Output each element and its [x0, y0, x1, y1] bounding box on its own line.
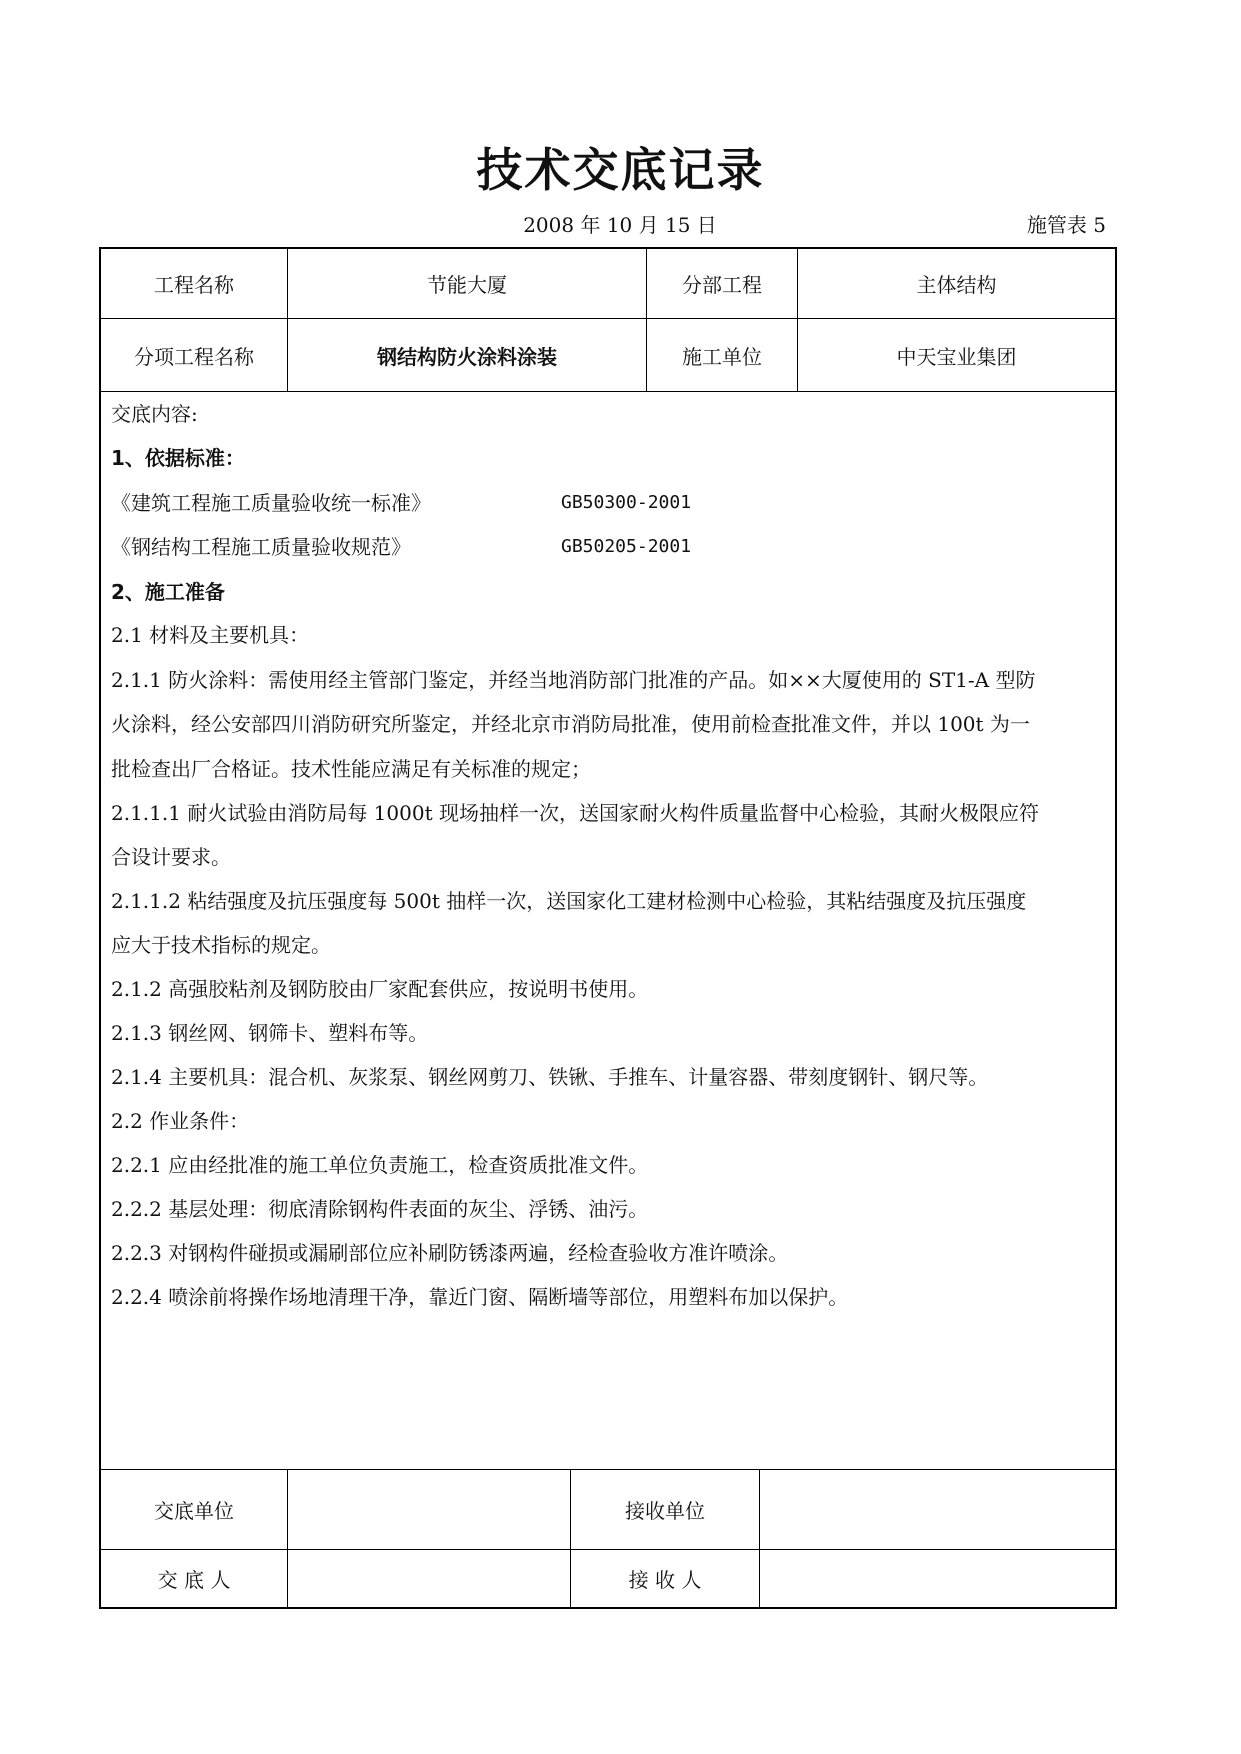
contractor-value: 中天宝业集团 — [896, 344, 1017, 369]
content-line: 2.1 材料及主要机具： — [111, 623, 310, 647]
content-line: 合设计要求。 — [111, 845, 231, 869]
receiver-unit-field[interactable] — [760, 1470, 1115, 1549]
receiver-person-field[interactable] — [760, 1550, 1115, 1607]
project-name-label: 工程名称 — [101, 249, 288, 318]
standard-code: GB50205-2001 — [561, 536, 692, 557]
content-line: 2.1.2 高强胶粘剂及钢防胶由厂家配套供应，按说明书使用。 — [111, 977, 649, 1001]
subitem-label: 分项工程名称 — [101, 319, 288, 391]
record-date: 2008 年 10 月 15 日 — [523, 213, 717, 237]
content-line: 2.2.2 基层处理：彻底清除钢构件表面的灰尘、浮锈、油污。 — [111, 1197, 649, 1221]
handover-content — [111, 392, 1101, 1469]
content-line: 2.2 作业条件： — [111, 1109, 250, 1133]
form-number: 施管表 5 — [1026, 213, 1106, 237]
signoff-row-persons — [101, 1550, 1115, 1607]
section-heading-standards: 1、依据标准： — [111, 446, 245, 470]
handover-person-field[interactable] — [288, 1550, 571, 1607]
section-heading-preparation: 2、施工准备 — [111, 580, 225, 604]
receiver-unit-label: 接收单位 — [571, 1470, 760, 1549]
subitem-value: 钢结构防火涂料涂装 — [288, 319, 647, 391]
contractor-label: 施工单位 — [647, 319, 798, 391]
info-row-subitem — [101, 319, 1115, 392]
signoff-row-units — [101, 1469, 1115, 1550]
content-intro: 交底内容: — [111, 402, 198, 426]
content-line: 2.2.3 对钢构件碰损或漏刷部位应补刷防锈漆两遍，经检查验收方准许喷涂。 — [111, 1241, 789, 1265]
project-name-value: 节能大厦 — [288, 249, 647, 318]
content-line: 2.1.1 防火涂料：需使用经主管部门鉴定，并经当地消防部门批准的产品。如××大厦使用的 ST1-A 型防 — [111, 668, 1036, 692]
handover-unit-label: 交底单位 — [101, 1470, 288, 1549]
content-line: 2.2.1 应由经批准的施工单位负责施工，检查资质批准文件。 — [111, 1153, 649, 1177]
content-line: 2.1.3 钢丝网、钢筛卡、塑料布等。 — [111, 1021, 429, 1045]
handover-person-label: 交 底 人 — [101, 1550, 288, 1607]
content-line: 2.1.1.2 粘结强度及抗压强度每 500t 抽样一次，送国家化工建材检测中心检验，其粘结强度及抗压强度 — [111, 889, 1027, 913]
standard-code: GB50300-2001 — [561, 492, 692, 513]
standard-name: 《钢结构工程施工质量验收规范》 — [111, 535, 411, 559]
division-label: 分部工程 — [647, 249, 798, 318]
info-row-project — [101, 249, 1115, 319]
standard-item — [111, 489, 1101, 517]
content-line: 批检查出厂合格证。技术性能应满足有关标准的规定； — [111, 757, 591, 781]
content-line: 2.1.4 主要机具：混合机、灰浆泵、钢丝网剪刀、铁锹、手推车、计量容器、带刻度钢针、钢尺等。 — [111, 1065, 989, 1089]
division-value: 主体结构 — [916, 273, 997, 297]
handover-unit-field[interactable] — [288, 1470, 571, 1549]
standard-item — [111, 533, 1101, 561]
content-line: 应大于技术指标的规定。 — [111, 933, 331, 957]
document-title: 技术交底记录 — [476, 143, 765, 197]
content-line: 2.1.1.1 耐火试验由消防局每 1000t 现场抽样一次，送国家耐火构件质量监督中心检验，其耐火极限应符 — [111, 801, 1039, 825]
content-line: 火涂料，经公安部四川消防研究所鉴定，并经北京市消防局批准，使用前检查批准文件，并以 100t 为一 — [111, 712, 1030, 736]
content-line: 2.2.4 喷涂前将操作场地清理干净，靠近门窗、隔断墙等部位，用塑料布加以保护。 — [111, 1285, 849, 1309]
receiver-person-label: 接 收 人 — [571, 1550, 760, 1607]
standard-name: 《建筑工程施工质量验收统一标准》 — [111, 491, 431, 515]
record-table — [99, 247, 1117, 1609]
